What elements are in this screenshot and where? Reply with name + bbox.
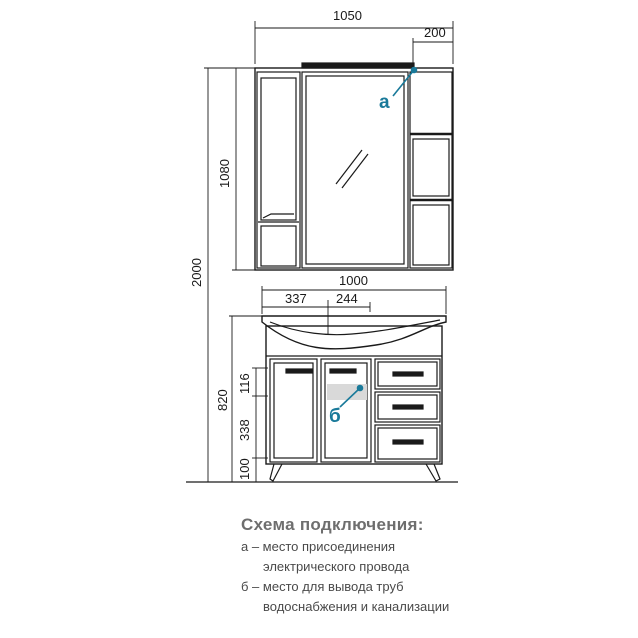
- marker-a: а: [379, 92, 390, 113]
- dim-cabinet-width: 1000: [339, 273, 368, 288]
- dim-offset-337: 337: [285, 291, 307, 306]
- dim-zone-338: 338: [237, 419, 252, 441]
- dim-mirror-width: 1050: [333, 8, 362, 23]
- dim-drawer-116: 116: [237, 373, 252, 394]
- dim-mirror-shelf: 200: [424, 25, 446, 40]
- dim-offset-244: 244: [336, 291, 358, 306]
- dimension-lines: [186, 21, 458, 482]
- marker-b: б: [329, 406, 341, 427]
- legend-title: Схема подключения:: [241, 515, 424, 534]
- dim-cabinet-height: 820: [215, 389, 230, 411]
- legend-line-a2: электрического провода: [263, 559, 410, 574]
- dim-total-height: 2000: [189, 258, 204, 287]
- vanity-cabinet: [262, 316, 446, 481]
- dim-mirror-height: 1080: [217, 159, 232, 188]
- connection-legend: [241, 513, 631, 617]
- legend-line-b2: водоснабжения и канализации: [263, 599, 450, 614]
- mirror-cabinet: [255, 63, 453, 270]
- dim-legs-100: 100: [237, 458, 252, 480]
- legend-line-b1: б – место для вывода труб: [241, 579, 404, 594]
- legend-line-a1: а – место присоединения: [241, 539, 396, 554]
